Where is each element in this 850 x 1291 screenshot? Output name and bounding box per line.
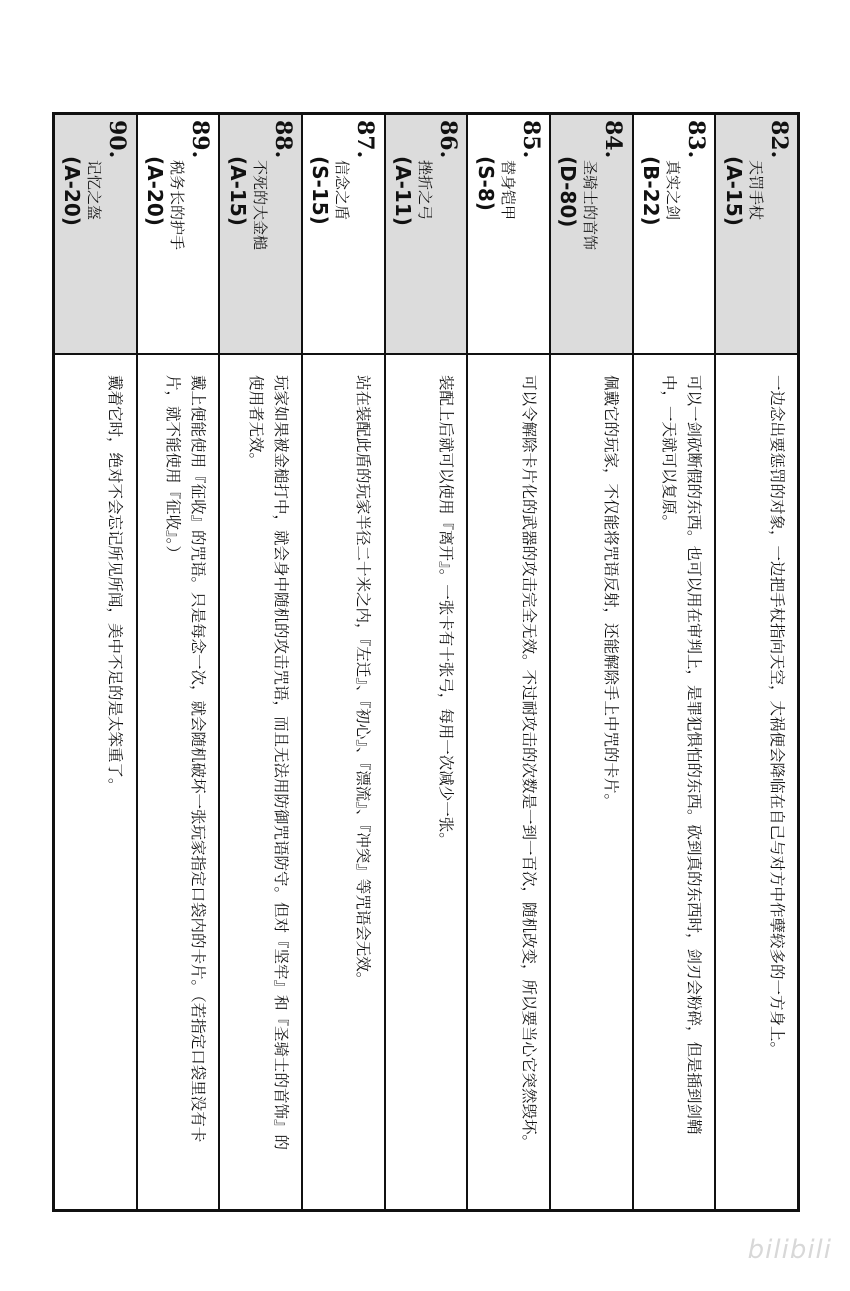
description-cell	[716, 355, 797, 1209]
entry-description: 戴上便能使用『征收』的咒语。只是每念一次，就会随机破坏一张玩家指定口袋内的卡片。（若指定口袋里没有卡片，就不能使用『征收』。）	[163, 375, 207, 1143]
entry-description: 可以一剑砍断假的东西。也可以用在审判上，是罪犯惧怕的东西。砍到真的东西时，剑刃会粉碎，但是插到剑鞘中，一天就可以复原。	[659, 375, 703, 1135]
description-cell	[303, 355, 384, 1209]
entry-description: 可以令解除卡片化的武器的攻击完全无效。不过耐攻击的次数是一到一百次，随机改变，所以要当心它突然毁坏。	[519, 375, 538, 1151]
entry-rank: (S-8)	[473, 156, 498, 211]
name-cell	[716, 115, 797, 355]
name-cell	[220, 115, 301, 355]
entry-description: 一边念出要惩罚的对象，一边把手杖指向天空，大祸便会降临在自己与对方中作孽较多的一方身上。	[767, 375, 786, 1058]
entry-88	[218, 115, 301, 1209]
name-cell	[634, 115, 715, 355]
entry-85	[466, 115, 549, 1209]
entry-rank: (A-11)	[390, 156, 415, 226]
name-cell	[386, 115, 467, 355]
entry-description: 玩家如果被金槌打中，就会身中随机的攻击咒语，而且无法用防御咒语防守。但对『坚牢』和『圣骑士的首饰』的使用者无效。	[246, 375, 290, 1151]
description-cell	[138, 355, 219, 1209]
entry-rank: (A-15)	[225, 156, 250, 226]
entry-description: 装配上后就可以使用『离开』。一张卡有十张弓，每用一次减少一张。	[436, 375, 455, 848]
entry-rank: (A-20)	[60, 156, 85, 226]
description-cell	[551, 355, 632, 1209]
entry-number: 84.	[600, 120, 627, 159]
entry-rank: (A-20)	[142, 156, 167, 226]
entry-90	[55, 115, 136, 1209]
entry-number: 88.	[269, 120, 296, 159]
entry-name: 税务长的护手	[167, 160, 186, 251]
entry-name: 不死的大金槌	[250, 160, 269, 251]
name-cell	[138, 115, 219, 355]
entry-name: 信念之盾	[333, 160, 352, 221]
entry-rank: (D-80)	[556, 156, 581, 228]
description-cell	[468, 355, 549, 1209]
entry-number: 86.	[434, 120, 461, 159]
entry-89	[136, 115, 219, 1209]
entry-description: 佩戴它的玩家，不仅能将咒语反射，还能解除手上中咒的卡片。	[602, 375, 621, 810]
entry-number: 89.	[186, 120, 213, 159]
name-cell	[468, 115, 549, 355]
entry-number: 85.	[517, 120, 544, 159]
entry-name: 真实之剑	[663, 160, 682, 221]
entry-number: 90.	[104, 120, 131, 159]
entry-description: 戴着它时，绝对不会忘记所见所闻，美中不足的是太笨重了。	[106, 375, 125, 794]
bilibili-watermark: bilibili	[747, 1235, 832, 1265]
description-cell	[386, 355, 467, 1209]
entry-83	[632, 115, 715, 1209]
entry-name: 挫折之弓	[415, 160, 434, 221]
name-cell	[55, 115, 136, 355]
entry-rank: (A-15)	[721, 156, 746, 226]
entry-82	[714, 115, 797, 1209]
entry-number: 82.	[765, 120, 792, 159]
entry-86	[384, 115, 467, 1209]
entry-name: 天罚手杖	[746, 160, 765, 221]
entry-number: 87.	[352, 120, 379, 159]
entry-description: 站在装配此盾的玩家半径二十米之内，『左迁』、『初心』、『漂流』、『冲突』等咒语会无效。	[354, 375, 373, 988]
entry-name: 记忆之盔	[85, 160, 104, 221]
entry-number: 83.	[682, 120, 709, 159]
description-cell	[220, 355, 301, 1209]
entry-rank: (S-15)	[308, 156, 333, 225]
name-cell	[303, 115, 384, 355]
entry-87	[301, 115, 384, 1209]
description-cell	[55, 355, 136, 1209]
entry-84	[549, 115, 632, 1209]
entry-rank: (B-22)	[638, 156, 663, 226]
description-cell	[634, 355, 715, 1209]
entry-name: 圣骑士的首饰	[581, 160, 600, 251]
entry-name: 替身铠甲	[498, 160, 517, 221]
card-table	[52, 112, 800, 1212]
name-cell	[551, 115, 632, 355]
